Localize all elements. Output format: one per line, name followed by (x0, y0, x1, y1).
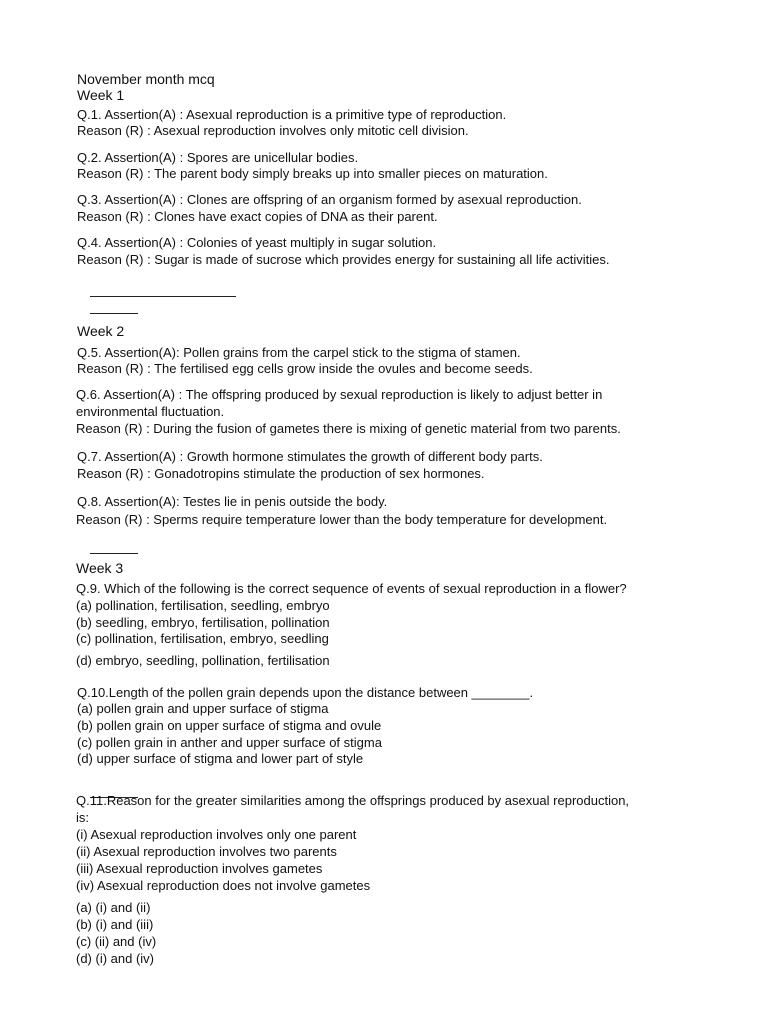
q11-question-line1: Q.11.Reason for the greater similarities among the offsprings produced by asexual reproduction, (76, 793, 630, 808)
q7-reason: Reason (R) : Gonadotropins stimulate the production of sex hormones. (77, 466, 485, 481)
q3-reason: Reason (R) : Clones have exact copies of DNA as their parent. (77, 209, 438, 224)
separator-line (90, 296, 236, 297)
q6-assertion-line1: Q.6. Assertion(A) : The offspring produced by sexual reproduction is likely to adjust better in (76, 387, 603, 402)
q1-reason: Reason (R) : Asexual reproduction involves only mitotic cell division. (77, 123, 469, 138)
q9-question: Q.9. Which of the following is the correct sequence of events of sexual reproduction in a flower? (76, 581, 627, 596)
q6-reason: Reason (R) : During the fusion of gametes there is mixing of genetic material from two parents. (76, 421, 621, 436)
q9-option-d: (d) embryo, seedling, pollination, fertilisation (76, 653, 330, 668)
q10-option-a: (a) pollen grain and upper surface of stigma (77, 701, 329, 716)
q4-assertion: Q.4. Assertion(A) : Colonies of yeast multiply in sugar solution. (77, 235, 437, 250)
q11-statement-iv: (iv) Asexual reproduction does not involve gametes (76, 878, 371, 893)
q10-option-b: (b) pollen grain on upper surface of stigma and ovule (77, 718, 382, 733)
q9-option-b: (b) seedling, embryo, fertilisation, pollination (76, 615, 330, 630)
q10-option-c: (c) pollen grain in anther and upper surface of stigma (77, 735, 382, 750)
q11-option-c: (c) (ii) and (iv) (76, 934, 157, 949)
q9-option-c: (c) pollination, fertilisation, embryo, seedling (76, 631, 329, 646)
week-1-heading: Week 1 (77, 87, 125, 103)
separator-line-short (90, 313, 138, 314)
q6-assertion-line2: environmental fluctuation. (76, 404, 225, 419)
q2-assertion: Q.2. Assertion(A) : Spores are unicellular bodies. (77, 150, 359, 165)
q5-reason: Reason (R) : The fertilised egg cells grow inside the ovules and become seeds. (77, 361, 533, 376)
q11-statement-i: (i) Asexual reproduction involves only one parent (76, 827, 357, 842)
q3-assertion: Q.3. Assertion(A) : Clones are offspring of an organism formed by asexual reproduction. (77, 192, 582, 207)
q11-statement-iii: (iii) Asexual reproduction involves gametes (76, 861, 323, 876)
q11-option-b: (b) (i) and (iii) (76, 917, 154, 932)
q10-question: Q.10.Length of the pollen grain depends upon the distance between ________. (77, 685, 534, 700)
q4-reason: Reason (R) : Sugar is made of sucrose which provides energy for sustaining all life activities. (77, 252, 610, 267)
q5-assertion: Q.5. Assertion(A): Pollen grains from the carpel stick to the stigma of stamen. (77, 345, 521, 360)
q11-question-line2: is: (76, 810, 89, 825)
q9-option-a: (a) pollination, fertilisation, seedling, embryo (76, 598, 330, 613)
q11-option-a: (a) (i) and (ii) (76, 900, 151, 915)
q1-assertion: Q.1. Assertion(A) : Asexual reproduction is a primitive type of reproduction. (77, 107, 507, 122)
q10-option-d: (d) upper surface of stigma and lower part of style (77, 751, 364, 766)
q11-statement-ii: (ii) Asexual reproduction involves two parents (76, 844, 337, 859)
q11-option-d: (d) (i) and (iv) (76, 951, 155, 966)
q8-assertion: Q.8. Assertion(A): Testes lie in penis outside the body. (77, 494, 388, 509)
separator-line-week3 (90, 553, 138, 554)
q8-reason: Reason (R) : Sperms require temperature lower than the body temperature for development. (76, 512, 608, 527)
document-title: November month mcq (77, 71, 215, 87)
week-3-heading: Week 3 (76, 560, 124, 576)
week-2-heading: Week 2 (77, 323, 125, 339)
q7-assertion: Q.7. Assertion(A) : Growth hormone stimulates the growth of different body parts. (77, 449, 543, 464)
q2-reason: Reason (R) : The parent body simply breaks up into smaller pieces on maturation. (77, 166, 548, 181)
